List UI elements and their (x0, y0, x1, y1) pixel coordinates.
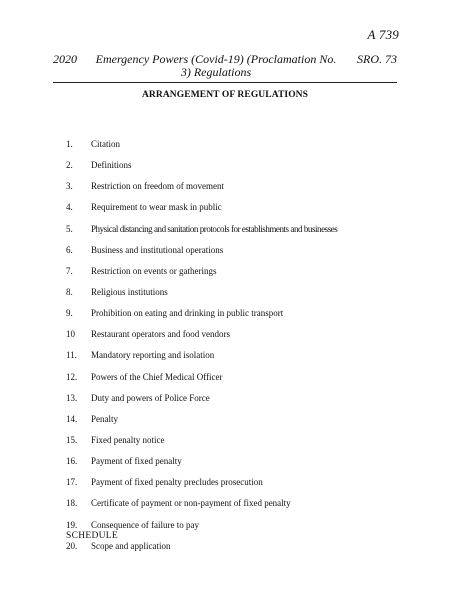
item-label: Physical distancing and sanitation protocols for establishments and businesses (91, 223, 338, 234)
item-number: 4. (66, 202, 73, 213)
item-number: 15. (66, 434, 78, 445)
item-number: 16. (66, 456, 78, 467)
regulations-list (66, 139, 406, 562)
list-item (66, 435, 406, 456)
list-item (66, 202, 406, 223)
running-header (53, 53, 397, 83)
item-label: Payment of fixed penalty precludes prosecution (91, 477, 263, 488)
item-number: 14. (66, 413, 78, 424)
item-number: 18. (66, 498, 78, 509)
item-number: 20. (66, 540, 78, 551)
list-item (66, 266, 406, 287)
item-label: Requirement to wear mask in public (91, 202, 222, 213)
list-item (66, 541, 406, 562)
item-number: 3. (66, 181, 73, 192)
item-label: Restriction on freedom of movement (91, 181, 224, 192)
list-item (66, 245, 406, 266)
item-label: Penalty (91, 413, 118, 424)
item-number: 10 (66, 329, 75, 340)
item-number: 1. (66, 139, 73, 149)
item-number: 6. (66, 244, 73, 255)
item-number: 13. (66, 392, 78, 403)
item-number: 12. (66, 371, 78, 382)
list-item (66, 477, 406, 498)
list-item (66, 498, 406, 519)
list-item (66, 181, 406, 202)
item-number: 17. (66, 477, 78, 488)
header-sro-number: SRO. 73 (357, 52, 397, 66)
item-label: Powers of the Chief Medical Officer (91, 371, 223, 382)
item-label: Restaurant operators and food vendors (91, 329, 230, 340)
list-item (66, 350, 406, 371)
item-label: Mandatory reporting and isolation (91, 350, 215, 361)
item-number: 8. (66, 286, 73, 297)
section-heading: ARRANGEMENT OF REGULATIONS (141, 90, 309, 100)
item-label: Business and institutional operations (91, 244, 224, 255)
list-item (66, 393, 406, 414)
list-item (66, 139, 406, 160)
header-rule (53, 82, 397, 83)
list-item (66, 414, 406, 435)
item-label: Definitions (91, 160, 132, 171)
list-item (66, 287, 406, 308)
item-number: 19. (66, 519, 78, 530)
item-label: Citation (91, 139, 120, 149)
list-item (66, 308, 406, 329)
item-label: Certificate of payment or non-payment of fixed penalty (91, 498, 291, 509)
list-item (66, 224, 406, 245)
item-label: Restriction on events or gatherings (91, 265, 217, 276)
item-label: Consequence of failure to pay (91, 519, 199, 530)
page-number: A 739 (367, 27, 399, 42)
list-item (66, 456, 406, 477)
item-number: 9. (66, 308, 73, 319)
item-number: 7. (66, 265, 73, 276)
list-item (66, 160, 406, 181)
header-title: Emergency Powers (Covid-19) (Proclamation No. 3) Regulations (95, 52, 337, 79)
item-label: Scope and application (91, 540, 171, 551)
header-year: 2020 (53, 52, 77, 66)
item-label: Prohibition on eating and drinking in public transport (91, 308, 284, 319)
item-number: 2. (66, 160, 73, 171)
list-item (66, 329, 406, 350)
item-number: 11. (66, 350, 77, 361)
item-label: Payment of fixed penalty (91, 456, 182, 467)
item-number: 5. (66, 223, 73, 234)
list-item (66, 372, 406, 393)
item-label: Religious institutions (91, 286, 168, 297)
item-label: Fixed penalty notice (91, 434, 165, 445)
item-label: Duty and powers of Police Force (91, 392, 210, 403)
schedule-heading: SCHEDULE (66, 531, 119, 541)
